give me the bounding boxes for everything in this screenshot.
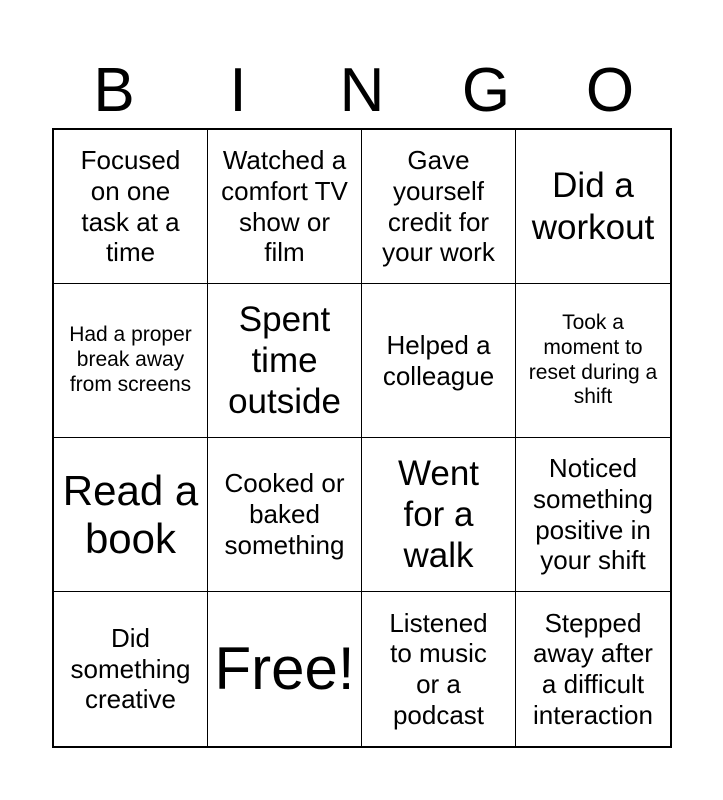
bingo-cell[interactable] <box>362 130 516 284</box>
bingo-cell[interactable] <box>208 438 362 592</box>
cell-text: Watched a comfort TV show or film <box>221 145 348 268</box>
title-letter-g: G <box>461 56 511 125</box>
cell-text: Had a proper break away from screens <box>69 323 192 396</box>
cell-text: Spent time outside <box>228 299 341 422</box>
title-letter-o: O <box>585 56 635 125</box>
bingo-cell[interactable] <box>362 592 516 746</box>
cell-text: Helped a colleague <box>382 329 495 391</box>
bingo-cell[interactable] <box>208 130 362 284</box>
cell-text: Stepped away after a difficult interaction <box>533 607 653 730</box>
bingo-board <box>52 128 672 748</box>
cell-text: Listened to music or a podcast <box>389 607 488 730</box>
bingo-title <box>52 55 672 127</box>
bingo-cell-free[interactable] <box>208 592 362 746</box>
cell-text: Took a moment to reset during a shift <box>528 310 658 409</box>
bingo-cell[interactable] <box>54 592 208 746</box>
cell-text: Gave yourself credit for your work <box>382 145 495 268</box>
cell-text: Did a workout <box>531 166 655 247</box>
bingo-cell[interactable] <box>54 438 208 592</box>
bingo-cell[interactable] <box>516 438 670 592</box>
title-letter-i: I <box>229 56 247 125</box>
cell-text: Went for a walk <box>397 453 480 576</box>
bingo-cell[interactable] <box>208 284 362 438</box>
bingo-cell[interactable] <box>516 592 670 746</box>
bingo-cell[interactable] <box>54 130 208 284</box>
title-letter-n: N <box>339 56 385 125</box>
cell-text: Focused on one task at a time <box>80 145 181 268</box>
cell-text: Noticed something positive in your shift <box>533 453 653 576</box>
title-letter-b: B <box>93 56 135 125</box>
bingo-cell[interactable] <box>516 130 670 284</box>
bingo-cell[interactable] <box>516 284 670 438</box>
cell-text: Did something creative <box>70 622 191 715</box>
cell-text: Read a book <box>62 467 199 562</box>
bingo-cell[interactable] <box>362 438 516 592</box>
bingo-cell[interactable] <box>362 284 516 438</box>
cell-text: Cooked or baked something <box>224 468 345 560</box>
bingo-cell[interactable] <box>54 284 208 438</box>
free-space-text: Free! <box>214 634 355 702</box>
